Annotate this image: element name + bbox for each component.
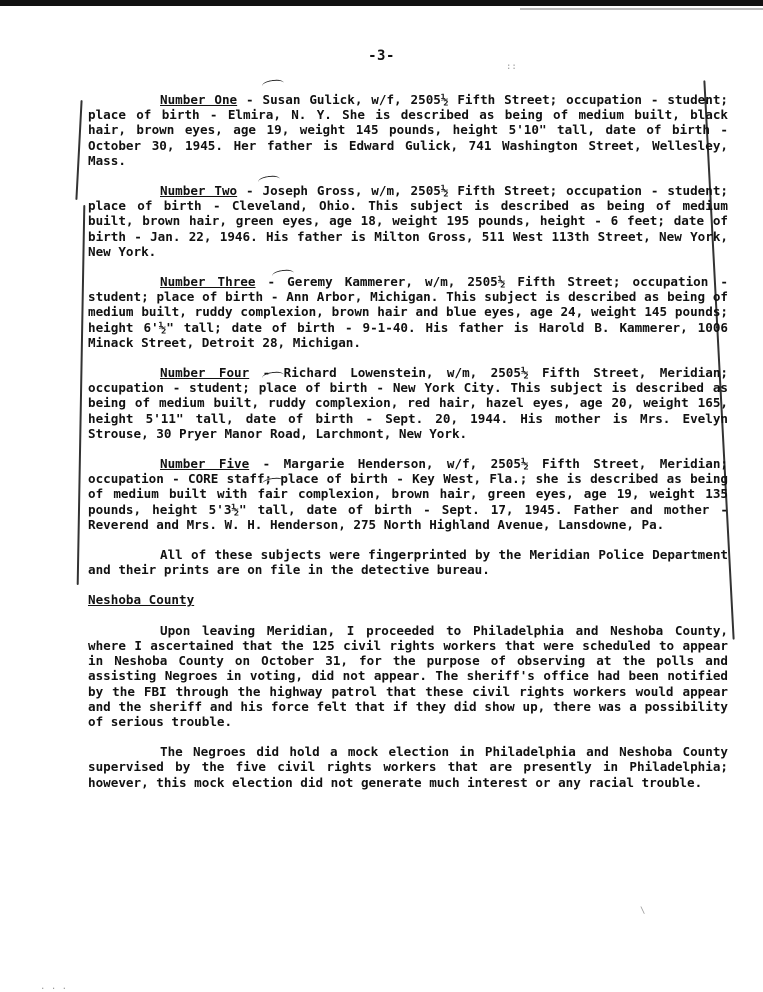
subject-label: Number Five [160,456,250,472]
subject-text: - Joseph Gross, w/m, 2505½ Fifth Street; occupation - student; place of birth - Cleveland, Ohio. This subject is described as being of medium built, brown hair, green eyes, age 18, weight 195 pounds, height - 6 feet; date of birth - Jan. 22, 1946. His father is Milton Gross, 511 West 113th Street, New York, New York. [88,183,728,259]
subject-label: Number Three [160,274,256,290]
page-number: -3- [368,48,395,64]
section-heading: Neshoba County [88,592,195,608]
scan-speck: . . . [40,982,68,992]
subject-paragraph-5 [88,456,728,532]
fingerprint-text: All of these subjects were fingerprinted by the Meridian Police Department and their prints are on file in the detective bureau. [88,547,728,578]
subject-paragraph-2 [88,183,728,259]
subject-text: - Margarie Henderson, w/f, 2505½ Fifth Street, Meridian; occupation - CORE staff; place of birth - Key West, Fla.; she is described as being of medium built with fair complexion, brown hair, green eyes, age 19, weight 135 pounds, height 5'3½" tall, date of birth - Sept. 17, 1945. Father and mother - Reverend and Mrs. W. H. Henderson, 275 North Highland Avenue, Lansdowne, Pa. [88,456,728,532]
subject-paragraph-4 [88,365,728,441]
top-border-rule [0,0,763,6]
subject-text: - Geremy Kammerer, w/m, 2505½ Fifth Street; occupation - student; place of birth - Ann Arbor, Michigan. This subject is described as being of medium built, ruddy complexion, brown hair and blue eyes, age 24, weight 145 pounds; height 6'½" tall; date of birth - 9-1-40. His father is Harold B. Kammerer, 1006 Minack Street, Detroit 28, Michigan. [88,274,728,350]
subject-label: Number Four [160,365,250,381]
subject-label: Number Two [160,183,238,199]
section-paragraph-text: Upon leaving Meridian, I proceeded to Philadelphia and Neshoba County, where I ascertained that the 125 civil rights workers that were scheduled to appear in Neshoba County on October 31, for the purpose of observing at the polls and assisting Negroes in voting, did not appear. The sheriff's office had been notified by the FBI through the highway patrol that these civil rights workers would appear and the sheriff and his force felt that if they did show up, there was a possibility of serious trouble. [88,622,728,729]
section-paragraph-text: The Negroes did hold a mock election in Philadelphia and Neshoba County supervised by the five civil rights workers that are presently in Philadelphia; however, this mock election did not generate much interest or any racial trouble. [88,744,728,790]
subject-text: - Richard Lowenstein, w/m, 2505½ Fifth Street, Meridian; occupation - student; place of birth - New York City. This subject is described as being of medium built, ruddy complexion, red hair, hazel eyes, age 20, weight 165, height 5'11" tall, date of birth - Sept. 20, 1944. His mother is Mrs. Evelyn Strouse, 30 Pryer Manor Road, Larchmont, New York. [88,365,728,441]
section-paragraph-2 [88,744,728,790]
handwritten-check-mark [261,79,284,91]
subject-paragraph-1 [88,92,728,168]
handwritten-margin-line-left-1 [75,100,82,200]
subject-paragraph-3 [88,274,728,350]
handwritten-margin-line-left-2 [77,205,86,585]
top-faint-rule [520,8,763,10]
scan-speck: \ [640,906,646,916]
subject-text: - Susan Gulick, w/f, 2505½ Fifth Street; occupation - student; place of birth - Elmira, N. Y. She is described as being of medium built, black hair, brown eyes, age 19, weight 145 pounds, height 5'10" tall, date of birth - October 30, 1945. Her father is Edward Gulick, 741 Washington Street, Wellesley, Mass. [88,92,728,168]
subject-label: Number One [160,92,238,107]
document-body [88,92,728,805]
scan-speck: :: [506,62,517,72]
section-paragraph-1 [88,623,728,729]
fingerprint-paragraph [88,547,728,577]
